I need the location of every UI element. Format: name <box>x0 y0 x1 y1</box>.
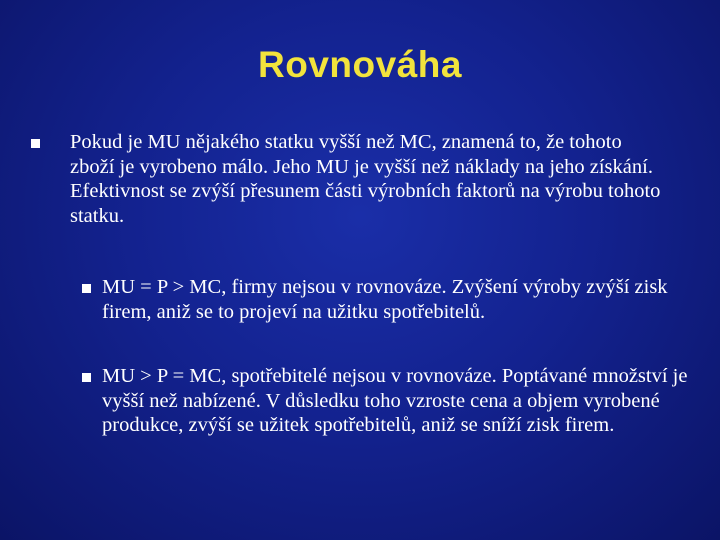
sub-bullet-text: MU > P = MC, spotřebitelé nejsou v rovnováze. Poptávané množství je vyšší než nabízené. V důsledku toho vzroste cena a objem vyrobené produkce, zvýší se užitek spotřebitelů, aniž se sníží zisk firem. <box>102 365 688 436</box>
bullet-text: Pokud je MU nějakého statku vyšší než MC, znamená to, že tohoto zboží je vyrobeno málo. Jeho MU je vyšší než náklady na jeho získání. Efektivnost se zvýší přesunem části výrobních faktorů na výrobu tohoto statku. <box>70 131 661 227</box>
square-bullet-icon <box>82 373 91 382</box>
sub-bullet-text: MU = P > MC, firmy nejsou v rovnováze. Zvýšení výroby zvýší zisk firem, aniž se to projeví na užitku spotřebitelů. <box>102 276 668 323</box>
square-bullet-icon <box>82 284 91 293</box>
bullet-item <box>31 130 670 228</box>
square-bullet-icon <box>31 139 40 148</box>
sub-bullet-item <box>82 364 692 438</box>
sub-bullet-item <box>82 275 692 324</box>
slide-title: Rovnováha <box>258 44 462 85</box>
